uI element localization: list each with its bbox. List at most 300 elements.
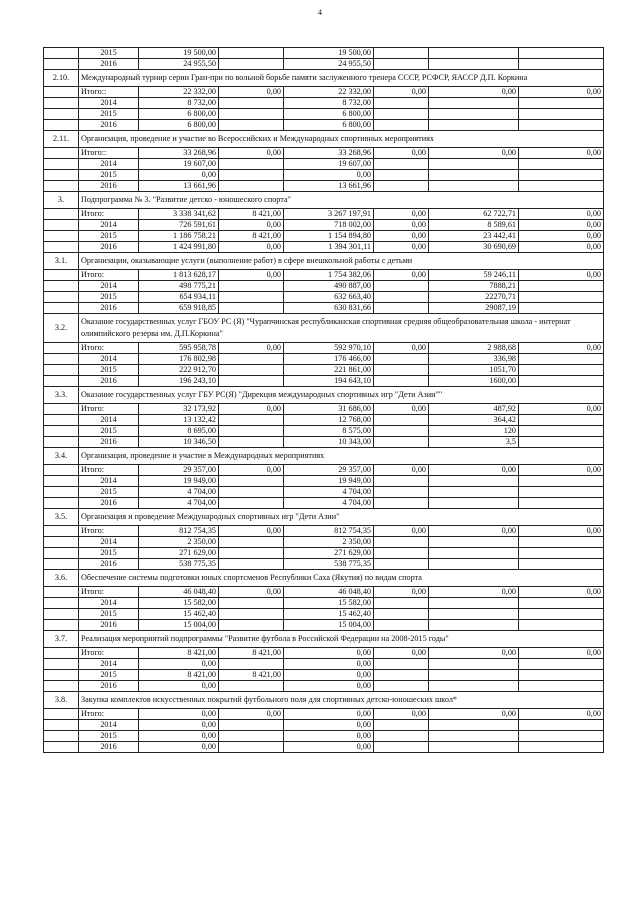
row-number-cell xyxy=(44,120,79,131)
year-row xyxy=(44,48,604,59)
amount-cell: 812 754,35 xyxy=(284,526,374,537)
row-number-cell xyxy=(44,587,79,598)
amount-cell xyxy=(374,109,429,120)
amount-cell xyxy=(219,303,284,314)
year-label: 2015 xyxy=(79,109,139,120)
amount-cell xyxy=(374,354,429,365)
year-label: 2014 xyxy=(79,281,139,292)
year-label: 2016 xyxy=(79,120,139,131)
amount-cell xyxy=(519,59,604,70)
amount-cell: 0,00 xyxy=(519,404,604,415)
amount-cell: 0,00 xyxy=(219,465,284,476)
section-title: Обеспечение системы подготовки юных спортсменов Республики Саха (Якутия) по видам спорта xyxy=(79,570,604,587)
section-title-row xyxy=(44,570,604,587)
row-number-cell xyxy=(44,498,79,509)
year-row xyxy=(44,498,604,509)
amount-cell: 659 918,85 xyxy=(139,303,219,314)
amount-cell: 15 462,40 xyxy=(284,609,374,620)
amount-cell xyxy=(519,681,604,692)
amount-cell: 33 268,96 xyxy=(139,148,219,159)
row-number-cell xyxy=(44,465,79,476)
amount-cell xyxy=(374,303,429,314)
section-title: Организация и проведение Международных спортивных игр "Дети Азии" xyxy=(79,509,604,526)
amount-cell xyxy=(374,59,429,70)
total-row xyxy=(44,209,604,220)
amount-cell: 632 663,40 xyxy=(284,292,374,303)
amount-cell: 0,00 xyxy=(429,87,519,98)
year-label: 2014 xyxy=(79,98,139,109)
amount-cell: 271 629,00 xyxy=(284,548,374,559)
year-label: 2014 xyxy=(79,415,139,426)
amount-cell: 0,00 xyxy=(519,526,604,537)
amount-cell: 15 004,00 xyxy=(284,620,374,631)
amount-cell: 22 332,00 xyxy=(284,87,374,98)
amount-cell xyxy=(519,303,604,314)
amount-cell xyxy=(219,354,284,365)
row-number-cell xyxy=(44,98,79,109)
amount-cell: 0,00 xyxy=(374,526,429,537)
section-title-row xyxy=(44,631,604,648)
amount-cell: 271 629,00 xyxy=(139,548,219,559)
section-number: 3.3. xyxy=(44,387,79,404)
amount-cell: 4 704,00 xyxy=(139,498,219,509)
amount-cell: 12 768,00 xyxy=(284,415,374,426)
total-label: Итого: xyxy=(79,343,139,354)
amount-cell xyxy=(429,720,519,731)
row-number-cell xyxy=(44,365,79,376)
amount-cell: 31 686,00 xyxy=(284,404,374,415)
amount-cell: 33 268,96 xyxy=(284,148,374,159)
amount-cell: 15 582,00 xyxy=(139,598,219,609)
year-row xyxy=(44,537,604,548)
amount-cell xyxy=(374,98,429,109)
amount-cell xyxy=(219,281,284,292)
year-label: 2016 xyxy=(79,59,139,70)
amount-cell: 0,00 xyxy=(519,148,604,159)
amount-cell: 8 732,00 xyxy=(284,98,374,109)
amount-cell: 29 357,00 xyxy=(284,465,374,476)
amount-cell: 19 949,00 xyxy=(139,476,219,487)
total-label: Итого: xyxy=(79,465,139,476)
amount-cell xyxy=(374,742,429,753)
year-row xyxy=(44,159,604,170)
year-row xyxy=(44,720,604,731)
amount-cell: 8 421,00 xyxy=(139,670,219,681)
amount-cell: 364,42 xyxy=(429,415,519,426)
amount-cell: 0,00 xyxy=(519,709,604,720)
row-number-cell xyxy=(44,181,79,192)
amount-cell xyxy=(374,598,429,609)
row-number-cell xyxy=(44,220,79,231)
amount-cell xyxy=(519,598,604,609)
amount-cell xyxy=(519,476,604,487)
amount-cell: 3,5 xyxy=(429,437,519,448)
amount-cell: 0,00 xyxy=(519,231,604,242)
row-number-cell xyxy=(44,170,79,181)
amount-cell: 1 186 758,21 xyxy=(139,231,219,242)
section-number: 3.8. xyxy=(44,692,79,709)
amount-cell: 595 958,78 xyxy=(139,343,219,354)
row-number-cell xyxy=(44,670,79,681)
amount-cell: 0,00 xyxy=(284,670,374,681)
row-number-cell xyxy=(44,681,79,692)
amount-cell: 8 732,00 xyxy=(139,98,219,109)
amount-cell xyxy=(219,681,284,692)
amount-cell: 0,00 xyxy=(219,526,284,537)
year-row xyxy=(44,559,604,570)
amount-cell: 0,00 xyxy=(139,681,219,692)
amount-cell xyxy=(429,548,519,559)
year-row xyxy=(44,292,604,303)
amount-cell xyxy=(519,109,604,120)
amount-cell: 0,00 xyxy=(284,720,374,731)
amount-cell xyxy=(219,659,284,670)
amount-cell: 0,00 xyxy=(374,220,429,231)
amount-cell xyxy=(374,487,429,498)
year-label: 2016 xyxy=(79,376,139,387)
total-row xyxy=(44,648,604,659)
amount-cell xyxy=(429,120,519,131)
year-label: 2014 xyxy=(79,354,139,365)
amount-cell: 8 421,00 xyxy=(139,648,219,659)
amount-cell: 0,00 xyxy=(139,659,219,670)
amount-cell xyxy=(519,281,604,292)
amount-cell: 0,00 xyxy=(374,587,429,598)
amount-cell: 19 500,00 xyxy=(139,48,219,59)
amount-cell: 726 591,61 xyxy=(139,220,219,231)
budget-table xyxy=(43,47,604,753)
row-number-cell xyxy=(44,620,79,631)
row-number-cell xyxy=(44,209,79,220)
row-number-cell xyxy=(44,87,79,98)
section-title-row xyxy=(44,448,604,465)
row-number-cell xyxy=(44,598,79,609)
amount-cell xyxy=(429,731,519,742)
amount-cell xyxy=(519,659,604,670)
amount-cell xyxy=(519,415,604,426)
section-title-row xyxy=(44,509,604,526)
amount-cell: 10 343,00 xyxy=(284,437,374,448)
amount-cell: 0,00 xyxy=(284,742,374,753)
row-number-cell xyxy=(44,659,79,670)
total-label: Итого: xyxy=(79,209,139,220)
section-title: Закупка комплектов искусственных покрытий футбольного поля для спортивных детско-юношеских школ* xyxy=(79,692,604,709)
amount-cell xyxy=(429,609,519,620)
row-number-cell xyxy=(44,526,79,537)
amount-cell xyxy=(519,498,604,509)
amount-cell: 194 643,10 xyxy=(284,376,374,387)
row-number-cell xyxy=(44,415,79,426)
page-number: 4 xyxy=(318,8,322,17)
amount-cell: 6 800,00 xyxy=(284,109,374,120)
amount-cell: 0,00 xyxy=(284,731,374,742)
amount-cell: 46 048,40 xyxy=(284,587,374,598)
year-label: 2015 xyxy=(79,609,139,620)
amount-cell: 718 002,00 xyxy=(284,220,374,231)
amount-cell: 0,00 xyxy=(519,648,604,659)
amount-cell xyxy=(374,476,429,487)
amount-cell: 15 004,00 xyxy=(139,620,219,631)
amount-cell: 32 173,92 xyxy=(139,404,219,415)
amount-cell xyxy=(519,548,604,559)
amount-cell xyxy=(219,598,284,609)
total-label: Итого: xyxy=(79,526,139,537)
amount-cell xyxy=(374,426,429,437)
year-label: 2014 xyxy=(79,720,139,731)
amount-cell: 0,00 xyxy=(519,242,604,253)
amount-cell xyxy=(429,98,519,109)
amount-cell xyxy=(219,548,284,559)
section-number: 3.6. xyxy=(44,570,79,587)
year-row xyxy=(44,731,604,742)
amount-cell xyxy=(374,681,429,692)
year-label: 2016 xyxy=(79,181,139,192)
amount-cell xyxy=(374,170,429,181)
amount-cell xyxy=(219,742,284,753)
amount-cell xyxy=(429,670,519,681)
year-label: 2015 xyxy=(79,670,139,681)
amount-cell: 0,00 xyxy=(519,465,604,476)
amount-cell: 30 690,69 xyxy=(429,242,519,253)
section-title: Подпрограмма № 3. "Развитие детско - юношеского спорта" xyxy=(79,192,604,209)
year-label: 2016 xyxy=(79,742,139,753)
amount-cell xyxy=(374,537,429,548)
amount-cell: 19 607,00 xyxy=(139,159,219,170)
year-row xyxy=(44,220,604,231)
year-label: 2016 xyxy=(79,498,139,509)
amount-cell xyxy=(519,120,604,131)
row-number-cell xyxy=(44,609,79,620)
amount-cell xyxy=(519,376,604,387)
year-label: 2014 xyxy=(79,476,139,487)
amount-cell: 0,00 xyxy=(519,270,604,281)
row-number-cell xyxy=(44,159,79,170)
year-label: 2016 xyxy=(79,681,139,692)
amount-cell: 59 246,11 xyxy=(429,270,519,281)
total-label: Итого: xyxy=(79,270,139,281)
row-number-cell xyxy=(44,720,79,731)
year-row xyxy=(44,487,604,498)
total-label: Итого: xyxy=(79,587,139,598)
row-number-cell xyxy=(44,303,79,314)
section-number: 2.10. xyxy=(44,70,79,87)
amount-cell: 0,00 xyxy=(284,709,374,720)
year-row xyxy=(44,742,604,753)
amount-cell xyxy=(429,487,519,498)
row-number-cell xyxy=(44,559,79,570)
row-number-cell xyxy=(44,548,79,559)
amount-cell: 0,00 xyxy=(139,709,219,720)
amount-cell xyxy=(429,559,519,570)
total-row xyxy=(44,465,604,476)
amount-cell xyxy=(374,498,429,509)
amount-cell xyxy=(374,415,429,426)
amount-cell: 3 338 341,62 xyxy=(139,209,219,220)
amount-cell xyxy=(374,548,429,559)
amount-cell: 0,00 xyxy=(219,148,284,159)
amount-cell: 0,00 xyxy=(219,242,284,253)
amount-cell xyxy=(429,681,519,692)
amount-cell: 8 421,00 xyxy=(219,670,284,681)
amount-cell: 6 800,00 xyxy=(139,109,219,120)
amount-cell xyxy=(219,109,284,120)
amount-cell: 0,00 xyxy=(374,465,429,476)
total-row xyxy=(44,587,604,598)
total-label: Итого:: xyxy=(79,87,139,98)
total-label: Итого:: xyxy=(79,148,139,159)
total-row xyxy=(44,87,604,98)
amount-cell: 0,00 xyxy=(374,231,429,242)
amount-cell xyxy=(429,109,519,120)
amount-cell xyxy=(429,476,519,487)
amount-cell: 23 442,41 xyxy=(429,231,519,242)
amount-cell xyxy=(374,559,429,570)
year-label: 2016 xyxy=(79,559,139,570)
section-number: 3.2. xyxy=(44,314,79,343)
amount-cell: 1 394 301,11 xyxy=(284,242,374,253)
amount-cell: 15 462,40 xyxy=(139,609,219,620)
amount-cell xyxy=(219,98,284,109)
amount-cell: 19 949,00 xyxy=(284,476,374,487)
year-row xyxy=(44,170,604,181)
amount-cell xyxy=(219,537,284,548)
amount-cell: 0,00 xyxy=(429,148,519,159)
amount-cell: 336,98 xyxy=(429,354,519,365)
amount-cell xyxy=(429,59,519,70)
year-label: 2014 xyxy=(79,159,139,170)
amount-cell xyxy=(429,598,519,609)
amount-cell: 0,00 xyxy=(139,720,219,731)
amount-cell: 0,00 xyxy=(374,709,429,720)
row-number-cell xyxy=(44,48,79,59)
amount-cell: 0,00 xyxy=(519,220,604,231)
amount-cell xyxy=(519,720,604,731)
amount-cell xyxy=(219,620,284,631)
amount-cell xyxy=(374,159,429,170)
amount-cell xyxy=(429,48,519,59)
amount-cell: 46 048,40 xyxy=(139,587,219,598)
amount-cell: 221 861,00 xyxy=(284,365,374,376)
total-label: Итого: xyxy=(79,648,139,659)
row-number-cell xyxy=(44,742,79,753)
amount-cell: 1 754 382,06 xyxy=(284,270,374,281)
amount-cell: 4 704,00 xyxy=(139,487,219,498)
amount-cell: 654 934,11 xyxy=(139,292,219,303)
amount-cell: 8 421,00 xyxy=(219,231,284,242)
year-label: 2015 xyxy=(79,170,139,181)
amount-cell xyxy=(519,487,604,498)
year-row xyxy=(44,98,604,109)
year-row xyxy=(44,598,604,609)
year-row xyxy=(44,354,604,365)
amount-cell: 19 500,00 xyxy=(284,48,374,59)
row-number-cell xyxy=(44,242,79,253)
amount-cell xyxy=(219,487,284,498)
amount-cell: 4 704,00 xyxy=(284,487,374,498)
section-title: Организация, проведение и участие во Всероссийских и Международных спортивных мероприятиях xyxy=(79,131,604,148)
row-number-cell xyxy=(44,709,79,720)
amount-cell: 0,00 xyxy=(219,343,284,354)
amount-cell: 4 704,00 xyxy=(284,498,374,509)
amount-cell: 0,00 xyxy=(429,587,519,598)
amount-cell xyxy=(219,170,284,181)
amount-cell: 0,00 xyxy=(429,648,519,659)
amount-cell: 8 695,00 xyxy=(139,426,219,437)
row-number-cell xyxy=(44,343,79,354)
amount-cell: 13 661,96 xyxy=(284,181,374,192)
amount-cell: 8 421,00 xyxy=(219,209,284,220)
amount-cell: 0,00 xyxy=(374,242,429,253)
amount-cell xyxy=(429,659,519,670)
amount-cell: 0,00 xyxy=(374,343,429,354)
amount-cell xyxy=(429,537,519,548)
total-row xyxy=(44,343,604,354)
amount-cell xyxy=(219,476,284,487)
amount-cell: 24 955,50 xyxy=(284,59,374,70)
amount-cell xyxy=(429,181,519,192)
row-number-cell xyxy=(44,270,79,281)
section-number: 3. xyxy=(44,192,79,209)
year-label: 2015 xyxy=(79,426,139,437)
amount-cell: 120 xyxy=(429,426,519,437)
amount-cell: 6 800,00 xyxy=(139,120,219,131)
amount-cell xyxy=(519,559,604,570)
row-number-cell xyxy=(44,648,79,659)
amount-cell xyxy=(219,365,284,376)
amount-cell: 13 661,96 xyxy=(139,181,219,192)
year-label: 2015 xyxy=(79,548,139,559)
year-row xyxy=(44,609,604,620)
amount-cell xyxy=(219,59,284,70)
amount-cell: 0,00 xyxy=(519,87,604,98)
amount-cell xyxy=(374,181,429,192)
year-row xyxy=(44,681,604,692)
section-number: 2.11. xyxy=(44,131,79,148)
amount-cell xyxy=(374,620,429,631)
amount-cell: 0,00 xyxy=(374,209,429,220)
amount-cell xyxy=(519,354,604,365)
amount-cell: 1 813 628,17 xyxy=(139,270,219,281)
section-title-row xyxy=(44,131,604,148)
year-row xyxy=(44,670,604,681)
total-row xyxy=(44,709,604,720)
year-row xyxy=(44,620,604,631)
amount-cell: 2 350,00 xyxy=(284,537,374,548)
section-number: 3.1. xyxy=(44,253,79,270)
year-row xyxy=(44,376,604,387)
amount-cell: 0,00 xyxy=(219,87,284,98)
year-row xyxy=(44,659,604,670)
section-number: 3.4. xyxy=(44,448,79,465)
amount-cell: 487,92 xyxy=(429,404,519,415)
amount-cell: 0,00 xyxy=(519,343,604,354)
amount-cell: 176 802,98 xyxy=(139,354,219,365)
row-number-cell xyxy=(44,281,79,292)
amount-cell xyxy=(519,98,604,109)
row-number-cell xyxy=(44,109,79,120)
amount-cell xyxy=(219,376,284,387)
amount-cell: 0,00 xyxy=(284,659,374,670)
section-title-row xyxy=(44,692,604,709)
amount-cell: 2 988,68 xyxy=(429,343,519,354)
section-title: Оказание государственных услуг ГБОУ РС (Я) "Чурапчинская республиканская спортивная средняя общеобразовательная школа - интернат олимпийского резерва им. Д.П.Коркина" xyxy=(79,314,604,343)
amount-cell: 0,00 xyxy=(284,648,374,659)
year-row xyxy=(44,120,604,131)
year-label: 2015 xyxy=(79,731,139,742)
section-title: Реализация мероприятий подпрограммы "Развитие футбола в Российской Федерации на 2008-2015 годы" xyxy=(79,631,604,648)
amount-cell: 1 154 894,80 xyxy=(284,231,374,242)
amount-cell: 3 267 197,91 xyxy=(284,209,374,220)
